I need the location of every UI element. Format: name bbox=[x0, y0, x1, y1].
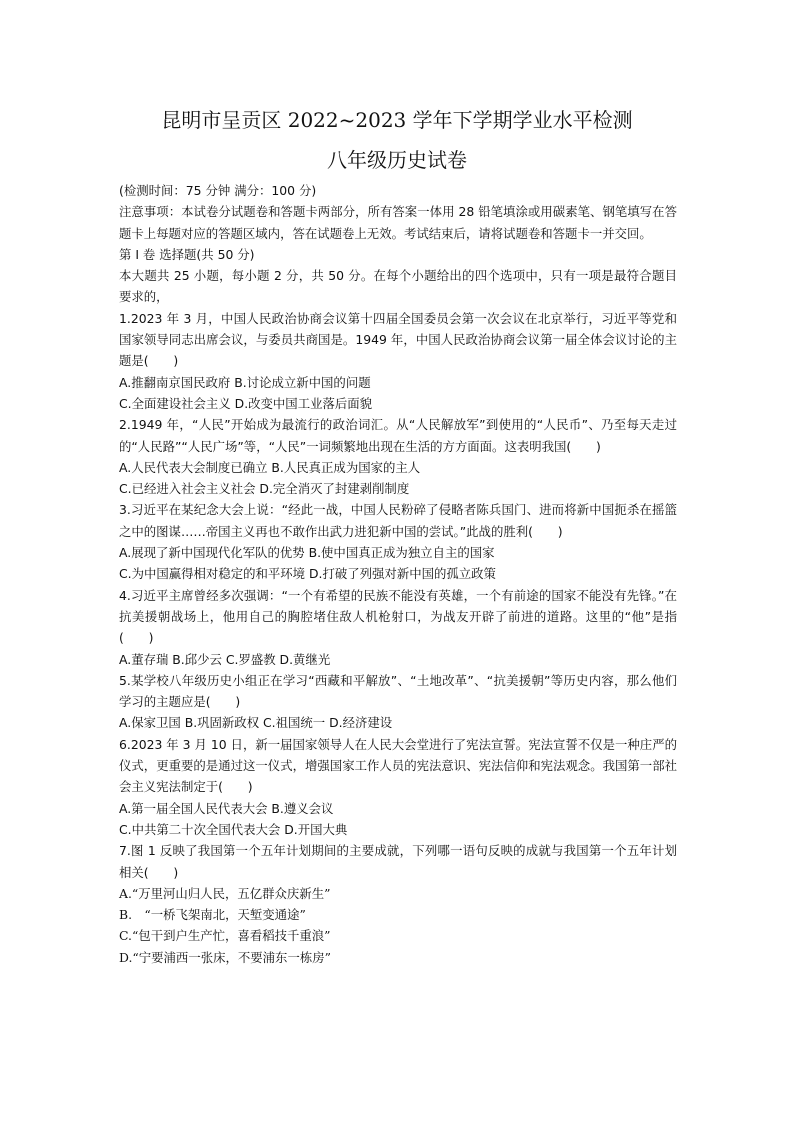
question-option: A.推翻南京国民政府 B.讨论成立新中国的问题 bbox=[119, 374, 371, 390]
question-stem: 6.2023 年 3 月 10 日，新一届国家领导人在人民大会堂进行了宪法宣誓。宪法宣誓不仅是一种庄严的仪式，更重要的是通过这一仪式，增强国家工作人员的宪法意识、宪法信仰和宪法观念。我国第一部社会主义宪法制定于( ) bbox=[119, 736, 677, 795]
question-option: C.“包干到户生产忙，喜看稻技千重浪” bbox=[119, 928, 331, 944]
question-option: D.“宁要浦西一张床，不要浦东一栋房” bbox=[119, 949, 331, 965]
question-option: B. “一桥飞架南北，天堑变通途” bbox=[119, 907, 306, 923]
question-option: A.第一届全国人民代表大会 B.遵义会议 bbox=[119, 800, 334, 816]
question-stem: 7.图 1 反映了我国第一个五年计划期间的主要成就，下列哪一语句反映的成就与我国第一个五年计划相关( ) bbox=[119, 843, 677, 880]
question-option: C.中共第二十次全国代表大会 D.开国大典 bbox=[119, 821, 348, 837]
question-option: C.已经进入社会主义社会 D.完全消灭了封建剥削制度 bbox=[119, 481, 410, 497]
section-description: 本大题共 25 小题，每小题 2 分，共 50 分。在每个小题给出的四个选项中，只有一项是最符合题目要求的， bbox=[119, 268, 677, 305]
question-option: A.保家卫国 B.巩固新政权 C.祖国统一 D.经济建设 bbox=[119, 715, 393, 731]
question-option: A.董存瑞 B.邱少云 C.罗盛教 D.黄继光 bbox=[119, 651, 331, 667]
question-stem: 3.习近平在某纪念大会上说：“经此一战，中国人民粉碎了侵略者陈兵国门、进而将新中国扼杀在摇篮之中的图谋……帝国主义再也不敢作出武力进犯新中国的尝试。”此战的胜利( ) bbox=[119, 502, 677, 539]
question-stem: 5.某学校八年级历史小组正在学习“西藏和平解放”、“土地改革”、“抗美援朝”等历史内容，那么他们学习的主题应是( ) bbox=[119, 672, 677, 710]
question-option: A.展现了新中国现代化军队的优势 B.使中国真正成为独立自主的国家 bbox=[119, 545, 495, 561]
exam-content bbox=[119, 180, 677, 968]
question-option: A.人民代表大会制度已确立 B.人民真正成为国家的主人 bbox=[119, 459, 421, 475]
question-stem: 1.2023 年 3 月，中国人民政治协商会议第十四届全国委员会第一次会议在北京举行，习近平等党和国家领导同志出席会议，与委员共商国是。1949 年，中国人民政治协商会议第一届全体会议讨论的主题是( ) bbox=[119, 310, 677, 369]
notice: 注意事项：本试卷分试题卷和答题卡两部分，所有答案一体用 28 铅笔填涂或用碳素笔、钢笔填写在答题卡上每题对应的答题区域内，答在试题卷上无效。考试结束后，请将试题卷和答题卡一并交回。 bbox=[119, 204, 677, 241]
question-option: C.全面建设社会主义 D.改变中国工业落后面貌 bbox=[119, 395, 373, 411]
question-stem: 2.1949 年，“人民”开始成为最流行的政治词汇。从“人民解放军”到使用的“人民币”、乃至每天走过的“人民路”“人民广场”等，“人民”一词频繁地出现在生活的方方面面。这表明我国( ) bbox=[119, 417, 677, 454]
question-option: C.为中国赢得相对稳定的和平环境 D.打破了列强对新中国的孤立政策 bbox=[119, 566, 496, 582]
section-title: 第 I 卷 选择题(共 50 分) bbox=[119, 246, 255, 262]
exam-time: (检测时间：75 分钟 满分：100 分) bbox=[119, 183, 317, 198]
exam-subtitle: 八年级历史试卷 bbox=[327, 148, 467, 172]
question-stem: 4.习近平主席曾经多次强调：“一个有希望的民族不能没有英雄，一个有前途的国家不能没有先锋。”在抗美援朝战场上，他用自己的胸腔堵住敌人机枪射口，为战友开辟了前进的道路。这里的“他”是指( ) bbox=[119, 587, 677, 646]
question-option: A.“万里河山归人民，五亿群众庆新生” bbox=[119, 885, 331, 901]
exam-title: 昆明市呈贡区 2022~2023 学年下学期学业水平检测 bbox=[161, 108, 633, 132]
